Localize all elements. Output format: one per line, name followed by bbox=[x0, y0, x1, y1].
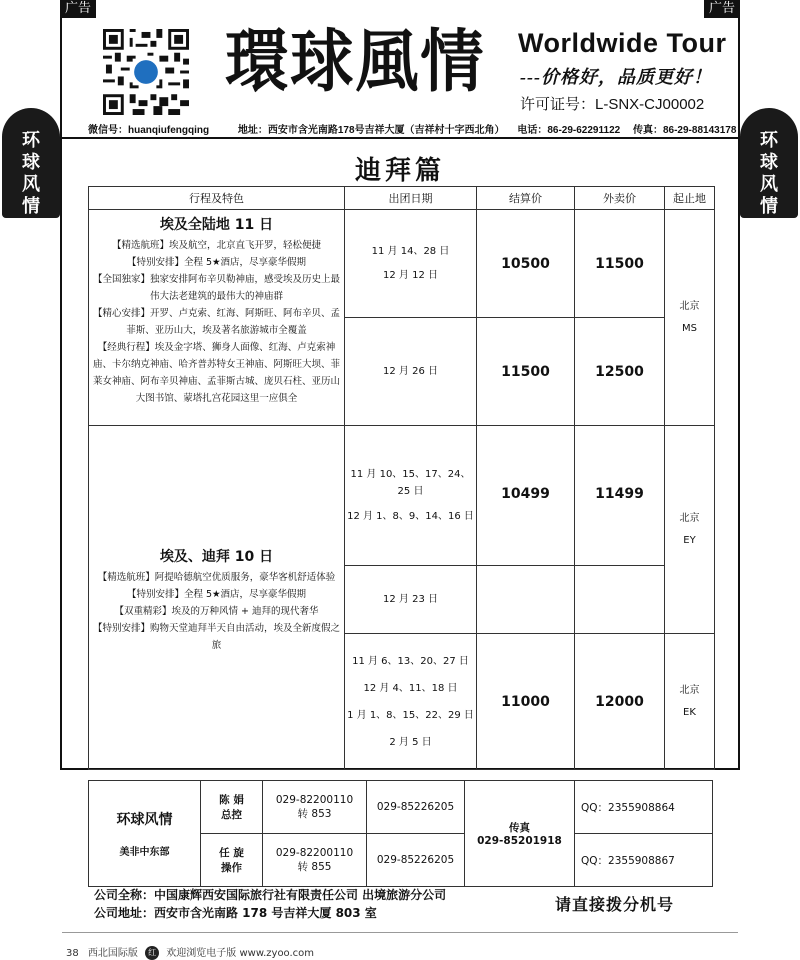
edition-name: 西北国际版 bbox=[87, 948, 138, 959]
route-feature: 【特别安排】全程 5★酒店，尽享豪华假期 bbox=[126, 588, 307, 600]
origin-city: 北京 bbox=[679, 512, 700, 524]
col-header: 行程及特色 bbox=[89, 187, 345, 210]
company-info bbox=[94, 886, 446, 922]
route-feature: 【精选航班】埃及航空，北京直飞开罗，轻松便捷 bbox=[111, 240, 321, 251]
header-phone: 电话：86-29-62291122 bbox=[517, 125, 621, 136]
retail-price: 11500 bbox=[575, 210, 665, 318]
retail-price bbox=[575, 566, 665, 634]
origin-city: 北京 bbox=[679, 300, 700, 312]
airline-code: MS bbox=[682, 322, 697, 334]
table-row bbox=[89, 210, 715, 318]
contact-company-cell bbox=[89, 781, 201, 887]
route-feature: 【经典行程】埃及金字塔、狮身人面像、红海、卢克索神庙、卡尔纳克神庙、哈齐普苏特女王神庙、阿斯旺大坝、菲莱女神庙、阿布辛贝神庙、孟菲斯古城、庞贝石柱、亚历山大图书馆、蒙塔扎宫花园这里一应俱全 bbox=[92, 342, 340, 404]
staff-ext: 转 853 bbox=[297, 807, 332, 820]
col-header: 结算价 bbox=[477, 187, 575, 210]
retail-price: 12500 bbox=[575, 318, 665, 426]
fax-cell bbox=[465, 781, 575, 887]
date-line: 12 月 26 日 bbox=[383, 365, 438, 377]
date-line: 2 月 5 日 bbox=[389, 736, 432, 748]
staff-cell bbox=[201, 834, 263, 887]
date-line: 12 月 1、8、9、14、16 日 bbox=[347, 511, 474, 522]
date-line: 11 月 14、28 日 bbox=[371, 245, 450, 257]
staff-role: 操作 bbox=[221, 862, 242, 874]
origin-cell bbox=[665, 634, 715, 770]
table-row bbox=[89, 426, 715, 566]
header-divider bbox=[62, 137, 738, 139]
route-feature: 【特别安排】全程 5★酒店，尽享豪华假期 bbox=[126, 257, 307, 268]
route-feature: 【双重精彩】埃及的万种风情 + 迪拜的现代奢华 bbox=[114, 605, 319, 617]
col-header: 外卖价 bbox=[575, 187, 665, 210]
staff-role: 总控 bbox=[221, 809, 242, 821]
settle-price: 10499 bbox=[477, 426, 575, 566]
dial-hint: 请直接拨分机号 bbox=[555, 895, 675, 914]
header-contact-strip bbox=[88, 121, 746, 136]
website-link[interactable]: 欢迎浏览电子版 www.zyoo.com bbox=[166, 948, 315, 959]
side-tab-char: 环 bbox=[760, 130, 778, 151]
date-line: 12 月 12 日 bbox=[383, 269, 438, 281]
brand-logo-text: 環球風情 bbox=[225, 22, 486, 102]
itinerary-table bbox=[88, 186, 715, 770]
date-line: 1 月 1、8、15、22、29 日 bbox=[347, 709, 474, 721]
header-address: 地址：西安市含光南路178号吉祥大厦（吉祥村十字西北角） bbox=[237, 125, 505, 136]
route-feature: 【特别安排】购物天堂迪拜半天自由活动，埃及全新度假之旅 bbox=[92, 622, 340, 651]
retail-price: 12000 bbox=[575, 634, 665, 770]
side-tab-char: 情 bbox=[760, 196, 778, 217]
side-tab-char: 球 bbox=[22, 152, 40, 173]
side-tab-char: 风 bbox=[760, 174, 778, 195]
airline-code: EY bbox=[683, 534, 696, 546]
departure-dates bbox=[345, 210, 477, 318]
staff-phone-cell bbox=[263, 834, 367, 887]
fax-number[interactable]: 029-85201918 bbox=[477, 835, 562, 847]
airline-code: EK bbox=[683, 706, 696, 718]
settle-price: 10500 bbox=[477, 210, 575, 318]
footer-divider bbox=[62, 932, 738, 933]
origin-cell bbox=[665, 210, 715, 426]
staff-phone2[interactable]: 029-85226205 bbox=[367, 834, 465, 887]
staff-name: 任 旋 bbox=[219, 847, 244, 859]
departure-dates bbox=[345, 426, 477, 566]
table-header-row bbox=[89, 187, 715, 210]
ad-label-left: 广告 bbox=[60, 0, 96, 18]
side-tab-char: 情 bbox=[22, 196, 40, 217]
side-tab-char: 风 bbox=[22, 174, 40, 195]
settle-price: 11500 bbox=[477, 318, 575, 426]
staff-name: 陈 娟 bbox=[219, 794, 244, 806]
english-name: Worldwide Tour bbox=[518, 28, 727, 58]
qr-code-icon[interactable] bbox=[103, 29, 189, 115]
license-number: 许可证号：L-SNX-CJ00002 bbox=[520, 96, 705, 113]
origin-city: 北京 bbox=[679, 684, 700, 696]
retail-price: 11499 bbox=[575, 426, 665, 566]
contact-row bbox=[89, 781, 713, 834]
contact-table bbox=[88, 780, 713, 887]
staff-phone[interactable]: 029-82200110 bbox=[275, 793, 354, 806]
staff-phone-cell bbox=[263, 781, 367, 834]
wechat-id: 微信号：huanqiufengqing bbox=[88, 125, 210, 136]
side-tab-char: 环 bbox=[22, 130, 40, 151]
route-cell bbox=[89, 210, 345, 426]
staff-qq[interactable]: QQ：2355908864 bbox=[575, 781, 713, 834]
staff-phone[interactable]: 029-82200110 bbox=[275, 846, 354, 859]
company-short: 环球风情 bbox=[116, 812, 173, 828]
staff-qq[interactable]: QQ：2355908867 bbox=[575, 834, 713, 887]
department: 美非中东部 bbox=[119, 847, 170, 858]
staff-cell bbox=[201, 781, 263, 834]
date-line: 12 月 23 日 bbox=[383, 593, 438, 605]
settle-price: 11000 bbox=[477, 634, 575, 770]
origin-cell bbox=[665, 426, 715, 634]
route-title: 埃及、迪拜 10 日 bbox=[159, 548, 274, 565]
fax-label: 传真 bbox=[509, 822, 530, 834]
staff-phone2[interactable]: 029-85226205 bbox=[367, 781, 465, 834]
col-header: 出团日期 bbox=[345, 187, 477, 210]
page-number: 38 bbox=[66, 948, 79, 959]
date-line: 12 月 4、11、18 日 bbox=[363, 682, 458, 694]
settle-price bbox=[477, 566, 575, 634]
departure-dates bbox=[345, 634, 477, 770]
route-feature: 【精心安排】开罗、卢克索、红海、阿斯旺、阿布辛贝、孟菲斯、亚历山大，埃及著名旅游城市全覆盖 bbox=[92, 308, 340, 336]
departure-dates bbox=[345, 566, 477, 634]
company-address: 公司地址：西安市含光南路 178 号吉祥大厦 803 室 bbox=[94, 906, 377, 920]
date-line: 11 月 10、15、17、24、25 日 bbox=[350, 469, 471, 497]
route-cell bbox=[89, 426, 345, 770]
col-header: 起止地 bbox=[665, 187, 715, 210]
company-full-name: 公司全称：中国康辉西安国际旅行社有限责任公司 出境旅游分公司 bbox=[94, 888, 447, 902]
route-feature: 【全国独家】独家安排阿布辛贝勒神庙，感受埃及历史上最伟大法老建筑的最伟大的神庙群 bbox=[92, 274, 340, 302]
route-feature: 【精选航班】阿提哈德航空优质服务，豪华客机舒适体验 bbox=[97, 571, 336, 583]
edition-badge-icon: 红 bbox=[145, 946, 159, 960]
date-line: 11 月 6、13、20、27 日 bbox=[352, 655, 469, 667]
ad-label-right: 广告 bbox=[704, 0, 740, 18]
header-fax: 传真：86-29-88143178 bbox=[632, 125, 737, 136]
route-title: 埃及全陆地 11 日 bbox=[159, 217, 274, 233]
page-footer bbox=[66, 944, 314, 960]
slogan: ---价格好，品质更好！ bbox=[520, 67, 712, 87]
section-title: 迪拜篇 bbox=[354, 156, 445, 186]
side-tab-char: 球 bbox=[760, 152, 778, 173]
staff-ext: 转 855 bbox=[297, 860, 332, 873]
departure-dates bbox=[345, 318, 477, 426]
